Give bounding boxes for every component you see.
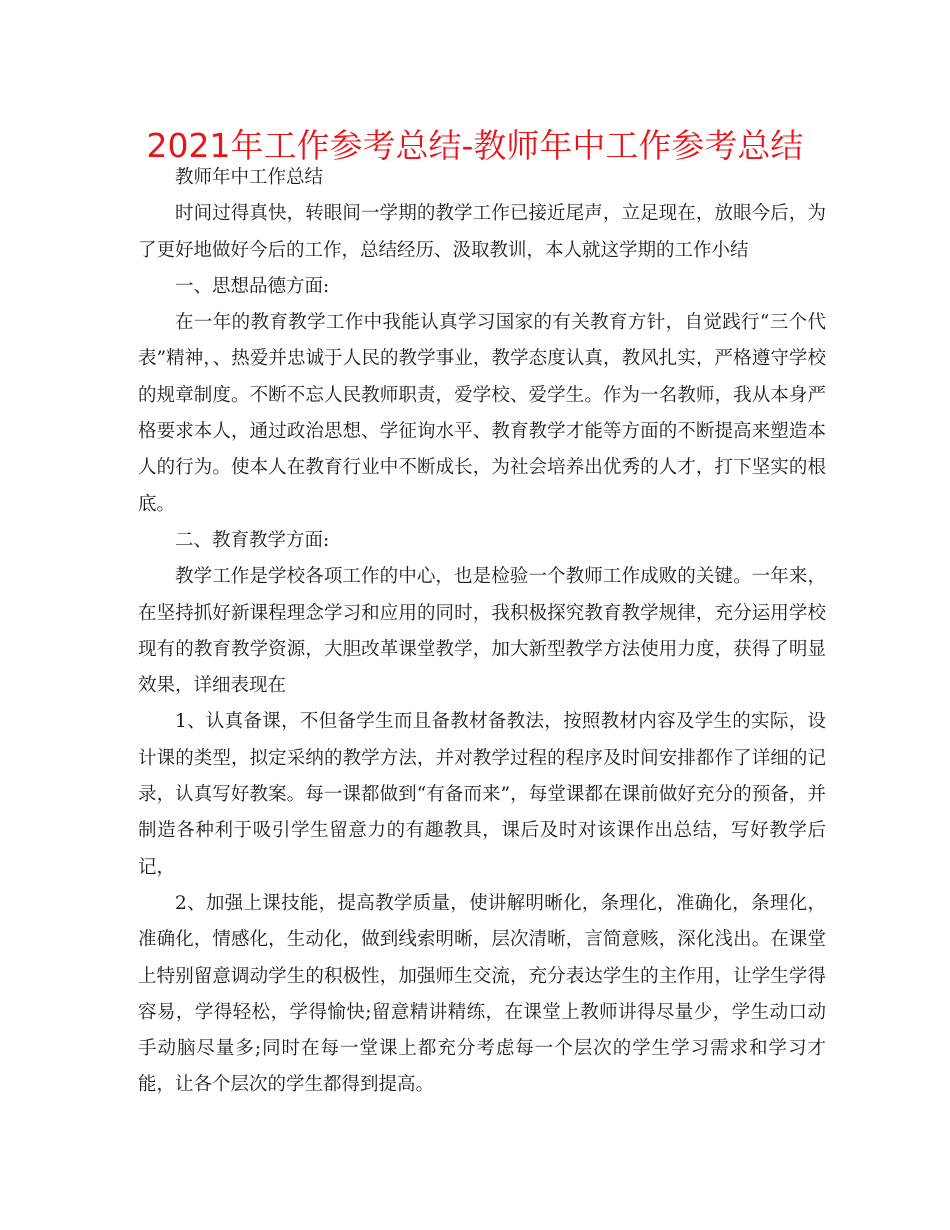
paragraph-class-skills: 2、加强上课技能，提高教学质量，使讲解明晰化，条理化，准确化，条理化，准确化，情感化，生动化，做到线索明晰，层次清晰，言简意赅，深化浅出。在课堂上特别留意调动学生的积极性，加强师生交流，充分表达学生的主作用，让学生学得容易，学得轻松，学得愉快;留意精讲精练，在课堂上教师讲得尽量少，学生动口动手动脑尽量多;同时在每一堂课上都充分考虑每一个层次的学生学习需求和学习才能，让各个层次的学生都得到提高。 [138, 892, 826, 1096]
paragraph-teaching: 教学工作是学校各项工作的中心，也是检验一个教师工作成败的关键。一年来，在坚持抓好新课程理念学习和应用的同时，我积极探究教育教学规律，充分运用学校现有的教育教学资源，大胆改革课堂教学，加大新型教学方法使用力度，获得了明显效果，详细表现在 [138, 566, 826, 697]
paragraph-subtitle: 教师年中工作总结 [175, 167, 324, 188]
paragraph-lesson-prep: 1、认真备课，不但备学生而且备教材备教法，按照教材内容及学生的实际，设计课的类型，拟定采纳的教学方法，并对教学过程的程序及时间安排都作了详细的记录，认真写好教案。每一课都做到“有备而来”，每堂课都在课前做好充分的预备，并制造各种利于吸引学生留意力的有趣教具，课后及时对该课作出总结，写好教学后记， [138, 711, 826, 878]
paragraph-ideology: 在一年的教育教学工作中我能认真学习国家的有关教育方针，自觉践行“三个代表”精神，、热爱并忠诚于人民的教学事业，教学态度认真，教风扎实，严格遵守学校的规章制度。不断不忘人民教师职责，爱学校、爱学生。作为一名教师，我从本身严格要求本人，通过政治思想、学征询水平、教育教学才能等方面的不断提高来塑造本人的行为。使本人在教育行业中不断成长，为社会培养出优秀的人才，打下坚实的根底。 [138, 312, 826, 515]
document-title: 2021年工作参考总结-教师年中工作参考总结 [146, 126, 804, 165]
section-heading-ideology: 一、思想品德方面: [175, 275, 330, 297]
section-heading-teaching: 二、教育教学方面: [175, 529, 330, 551]
document-body [138, 160, 826, 1104]
paragraph-intro: 时间过得真快，转眼间一学期的教学工作已接近尾声，立足现在，放眼今后，为了更好地做好今后的工作，总结经历、汲取教训，本人就这学期的工作小结 [138, 203, 826, 261]
